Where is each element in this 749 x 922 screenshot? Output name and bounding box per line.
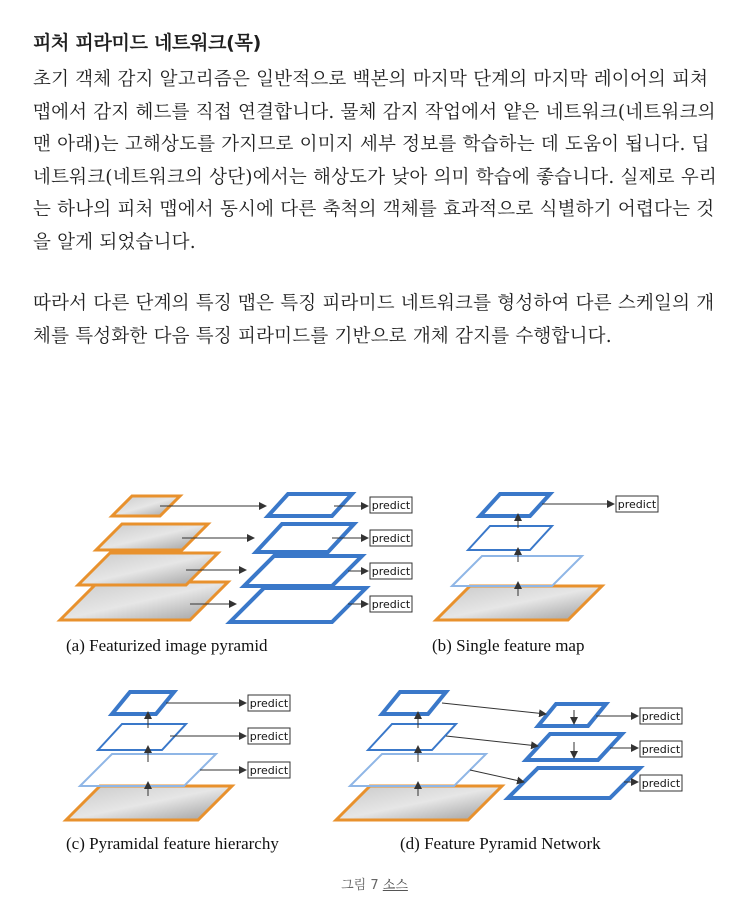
feature-level-3 [452, 556, 582, 586]
svg-text:predict: predict [371, 532, 411, 545]
predict-box [248, 762, 290, 778]
predict-box [640, 708, 682, 724]
panel-a [60, 494, 412, 655]
subcaption-b: (b) Single feature map [432, 636, 585, 655]
paragraph-1: 초기 객체 감지 알고리즘은 일반적으로 백본의 마지막 단계의 마지막 레이어의 피쳐 맵에서 감지 헤드를 직접 연결합니다. 물체 감지 작업에서 얕은 네트워크(네트워크의 맨 아래)는 고해상도를 가지므로 이미지 세부 정보를 학습하는 데 도움이 됩니다. 딥 네트워크(네트워크의 상단)에서는 해상도가 낮아 의미 학습에 좋습니다. 실제로 우리는 하나의 피처 맵에서 동시에 다른 축척의 객체를 효과적으로 식별하기 어렵다는 것을 알게 되었습니다. [33, 69, 717, 253]
feature-level-2 [98, 724, 186, 750]
feature-level-1 [112, 692, 174, 714]
bottom-up-level-1 [382, 692, 446, 714]
feature-level-4 [230, 588, 366, 622]
source-link[interactable]: 소스 [382, 878, 408, 893]
feature-level-2 [468, 526, 552, 550]
panel-c [66, 692, 290, 853]
predict-box [248, 728, 290, 744]
svg-text:predict: predict [641, 777, 681, 790]
feature-level-1 [480, 494, 550, 516]
predict-box [370, 530, 412, 546]
predict-box [640, 741, 682, 757]
paragraph-2: 따라서 다른 단계의 특징 맵은 특징 피라미드 네트워크를 형성하여 다른 스케일의 개체를 특성화한 다음 특징 피라미드를 기반으로 개체 감지를 수행합니다. [33, 293, 715, 347]
predict-box [640, 775, 682, 791]
svg-text:predict: predict [249, 697, 289, 710]
image-level-3 [78, 553, 218, 585]
feature-level-3 [244, 556, 362, 586]
predict-box [248, 695, 290, 711]
subcaption-d: (d) Feature Pyramid Network [400, 834, 601, 853]
image-level-2 [96, 524, 208, 550]
svg-text:predict: predict [249, 764, 289, 777]
top-down-level-3 [508, 768, 640, 798]
subcaption-c: (c) Pyramidal feature hierarchy [66, 834, 279, 853]
svg-text:predict: predict [617, 498, 657, 511]
feature-level-1 [268, 494, 352, 516]
predict-box [616, 496, 658, 512]
svg-text:predict: predict [249, 730, 289, 743]
svg-text:predict: predict [641, 710, 681, 723]
panel-b [432, 494, 658, 655]
svg-text:predict: predict [641, 743, 681, 756]
predict-box [370, 497, 412, 513]
svg-text:predict: predict [371, 499, 411, 512]
input-image [66, 786, 232, 820]
top-down-level-1 [538, 704, 606, 726]
svg-text:predict: predict [371, 565, 411, 578]
subcaption-a: (a) Featurized image pyramid [66, 636, 268, 655]
panel-d [336, 692, 682, 853]
section-heading: 피처 피라미드 네트워크(목) [33, 32, 261, 54]
figure-caption [0, 874, 749, 893]
caption-label: 그림 7 [341, 878, 379, 893]
bottom-up-level-2 [368, 724, 456, 750]
input-image [436, 586, 602, 620]
image-level-4 [60, 582, 228, 620]
fpn-figure [50, 470, 700, 870]
fpn-diagram [50, 470, 700, 870]
svg-text:predict: predict [371, 598, 411, 611]
input-image [336, 786, 502, 820]
predict-box [370, 563, 412, 579]
predict-box [370, 596, 412, 612]
